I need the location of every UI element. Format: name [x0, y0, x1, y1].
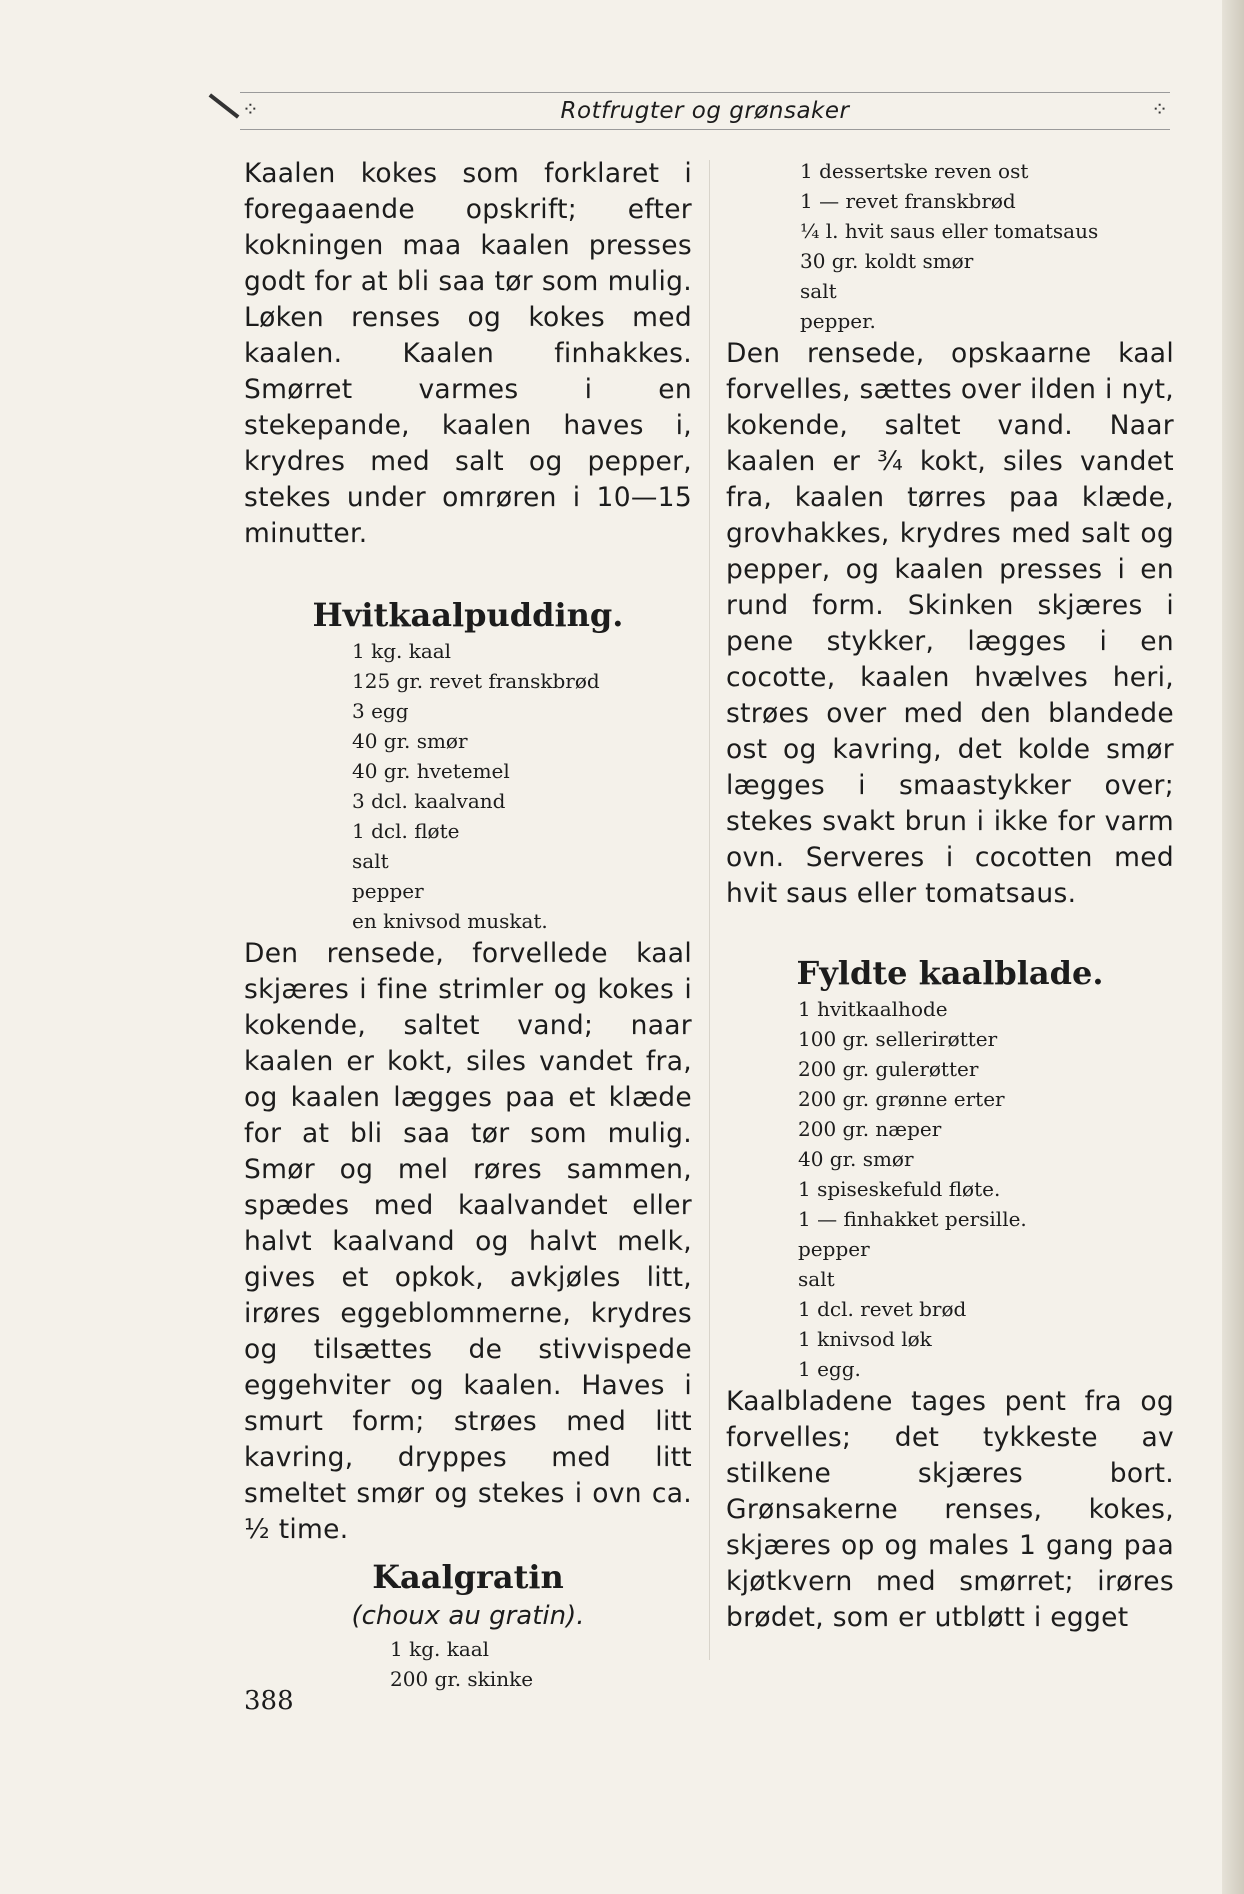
running-header	[240, 92, 1170, 130]
ingredient-item: 200 gr. næper	[798, 1117, 942, 1141]
ingredient-item: 1 hvitkaalhode	[798, 997, 948, 1021]
ingredient-item: 200 gr. grønne erter	[798, 1087, 1005, 1111]
ingredient-item: 1 spiseskefuld fløte.	[798, 1177, 1001, 1201]
recipe-title-hvitkaalpudding: Hvitkaalpudding.	[312, 596, 624, 634]
ingredient-item: 30 gr. koldt smør	[800, 249, 974, 273]
ingredient-list-fyldte	[798, 994, 1174, 1384]
ingredient-item: 1 dcl. revet brød	[798, 1297, 967, 1321]
ingredient-item: salt	[352, 849, 389, 873]
ingredient-item: 200 gr. skinke	[390, 1667, 534, 1691]
ingredient-item: 125 gr. revet franskbrød	[352, 669, 600, 693]
ingredient-list-gratin-cont	[800, 156, 1174, 336]
ingredient-item: pepper.	[800, 309, 876, 333]
method-paragraph-fyldte: Kaalbladene tages pent fra og forvelles; det tykkeste av stilkene skjæres bort. Grønsakerne renses, kokes, skjæres op og males 1 gang paa kjøtkvern med smørret; irøres brødet, som er utbløtt i egget	[726, 1386, 1174, 1633]
ingredient-list-gratin-start	[390, 1634, 692, 1694]
ingredient-item: 40 gr. hvetemel	[352, 759, 510, 783]
column-divider	[709, 160, 710, 1660]
ingredient-item: 1 — revet franskbrød	[800, 189, 1016, 213]
method-paragraph-gratin: Den rensede, opskaarne kaal forvelles, sættes over ilden i nyt, kokende, saltet vand. Naar kaalen er ¾ kokt, siles vandet fra, kaalen tørres paa klæde, grovhakkes, krydres med salt og pepper, og kaalen presses i en rund form. Skinken skjæres i pene stykker, lægges i en cocotte, kaalen hvælves heri, strøes over med den blandede ost og kavring, det kolde smør lægges i smaastykker over; stekes svakt brun i ikke for varm ovn. Serveres i cocotten med hvit saus eller tomatsaus.	[726, 338, 1174, 909]
ingredient-item: 100 gr. sellerirøtter	[798, 1027, 998, 1051]
corner-mark	[209, 93, 240, 118]
intro-paragraph: Kaalen kokes som forklaret i foregaaende opskrift; efter kokningen maa kaalen presses godt for at bli saa tør som mulig. Løken renses og kokes med kaalen. Kaalen finhakkes. Smørret varmes i en stekepande, kaalen haves i, krydres med salt og pepper, stekes under omrøren i 10—15 minutter.	[244, 158, 692, 549]
ingredient-item: salt	[800, 279, 837, 303]
ingredient-item: 1 knivsod løk	[798, 1327, 932, 1351]
recipe-title-fyldte-kaalblade: Fyldte kaalblade.	[796, 954, 1104, 992]
ornament-left-icon: ⁘	[242, 97, 259, 121]
ingredient-list-pudding	[352, 636, 692, 936]
ingredient-item: 3 egg	[352, 699, 409, 723]
ingredient-item: en knivsod muskat.	[352, 909, 548, 933]
ingredient-item: 200 gr. gulerøtter	[798, 1057, 979, 1081]
page-edge-shadow	[1222, 0, 1244, 1894]
ingredient-item: 40 gr. smør	[798, 1147, 914, 1171]
ingredient-item: 1 dcl. fløte	[352, 819, 460, 843]
ingredient-item: 1 kg. kaal	[352, 639, 452, 663]
ingredient-item: 1 dessertske reven ost	[800, 159, 1029, 183]
right-column	[726, 156, 1174, 1636]
page-number: 388	[244, 1686, 294, 1716]
left-column	[244, 156, 692, 1694]
running-header-title: Rotfrugter og grønsaker	[560, 98, 850, 124]
ingredient-item: 40 gr. smør	[352, 729, 468, 753]
ingredient-item: salt	[798, 1267, 835, 1291]
ingredient-item: pepper	[798, 1237, 870, 1261]
recipe-title-kaalgratin: Kaalgratin	[372, 1558, 564, 1596]
ornament-right-icon: ⁘	[1151, 97, 1168, 121]
ingredient-item: pepper	[352, 879, 424, 903]
ingredient-item: ¼ l. hvit saus eller tomatsaus	[800, 219, 1099, 243]
ingredient-item: 3 dcl. kaalvand	[352, 789, 506, 813]
recipe-subtitle-kaalgratin: (choux au gratin).	[351, 1601, 585, 1631]
method-paragraph-pudding: Den rensede, forvellede kaal skjæres i fine strimler og kokes i kokende, saltet vand; naar kaalen er kokt, siles vandet fra, og kaalen lægges paa et klæde for at bli saa tør som mulig. Smør og mel røres sammen, spædes med kaalvandet eller halvt kaalvand og halvt melk, gives et opkok, avkjøles litt, irøres eggeblommerne, krydres og tilsættes de stivvispede eggehviter og kaalen. Haves i smurt form; strøes med litt kavring, dryppes med litt smeltet smør og stekes i ovn ca. ½ time.	[244, 938, 692, 1545]
ingredient-item: 1 egg.	[798, 1357, 861, 1381]
ingredient-item: 1 kg. kaal	[390, 1637, 490, 1661]
ingredient-item: 1 — finhakket persille.	[798, 1207, 1027, 1231]
